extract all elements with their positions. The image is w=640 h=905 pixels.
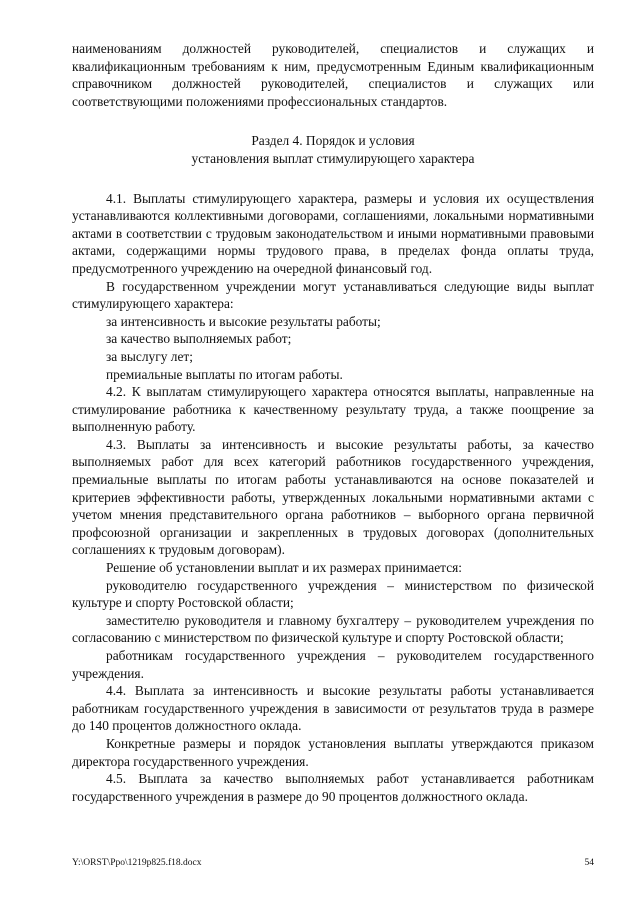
footer-file-path: Y:\ORST\Ppo\1219p825.f18.docx: [72, 858, 202, 868]
intro-paragraph: наименованиям должностей руководителей, специалистов и служащих и квалификационным требованиям к ним, предусмотренным Единым квалификационным справочником должностей руководителей, специалистов и служащих или соответствующими положениями профессиональных стандартов.: [72, 41, 594, 109]
paragraph-4-2: 4.2. К выплатам стимулирующего характера относятся выплаты, направленные на стимулирование работника к качественному результату труда, а также поощрение за выполненную работу.: [72, 384, 594, 435]
list-item-seniority: за выслугу лет;: [106, 348, 193, 364]
paragraph-4-3: 4.3. Выплаты за интенсивность и высокие результаты работы, за качество выполняемых работ для всех категорий работников государственного учреждения, премиальные выплаты по итогам работы устанавливаются на основе показателей и критериев эффективности работы, утвержденных локальными нормативными актами с учетом мнения представительного органа работников – выборного органа первичной профсоюзной организации и закрепленных в трудовых договорах (дополнительных соглашениях к трудовым договорам).: [72, 436, 594, 558]
section-heading-line2: установления выплат стимулирующего характера: [191, 150, 475, 166]
paragraph-decision: Решение об установлении выплат и их размерах принимается:: [106, 560, 463, 576]
document-page: [72, 40, 594, 805]
paragraph-head-of-institution: руководителю государственного учреждения – министерством по физической культуре и спорту Ростовской области;: [72, 577, 594, 611]
footer-page-number: 54: [584, 858, 594, 868]
paragraph-4-1: 4.1. Выплаты стимулирующего характера, размеры и условия их осуществления устанавливаются коллективными договорами, соглашениями, локальными нормативными актами в соответствии с трудовым законодательством и иными нормативными правовыми актами, содержащими нормы трудового права, в пределах фонда оплаты труда, предусмотренного учреждению на очередной финансовый год.: [72, 190, 594, 276]
paragraph-specific-sizes: Конкретные размеры и порядок установления выплаты утверждаются приказом директора государственного учреждения.: [72, 735, 594, 769]
spacer: [72, 168, 594, 190]
paragraph-employees: работникам государственного учреждения – руководителем государственного учреждения.: [72, 648, 594, 681]
section-heading-line1: Раздел 4. Порядок и условия: [251, 133, 415, 149]
paragraph-4-4: 4.4. Выплата за интенсивность и высокие результаты работы устанавливается работникам государственного учреждения в зависимости от результатов труда в размере до 140 процентов должностного оклада.: [72, 683, 594, 734]
paragraph-deputy-accountant: заместителю руководителя и главному бухгалтеру – руководителем учреждения по согласованию с министерством по физической культуре и спорту Ростовской области;: [72, 612, 594, 646]
list-item-bonus: премиальные выплаты по итогам работы.: [106, 366, 343, 382]
paragraph-stimulus-types: В государственном учреждении могут устанавливаться следующие виды выплат стимулирующего характера:: [72, 278, 594, 312]
list-item-intensity: за интенсивность и высокие результаты работы;: [106, 313, 381, 329]
list-item-quality: за качество выполняемых работ;: [106, 331, 292, 347]
paragraph-4-5: 4.5. Выплата за качество выполняемых работ устанавливается работникам государственного учреждения в размере до 90 процентов должностного оклада.: [72, 771, 594, 804]
spacer: [72, 110, 594, 132]
